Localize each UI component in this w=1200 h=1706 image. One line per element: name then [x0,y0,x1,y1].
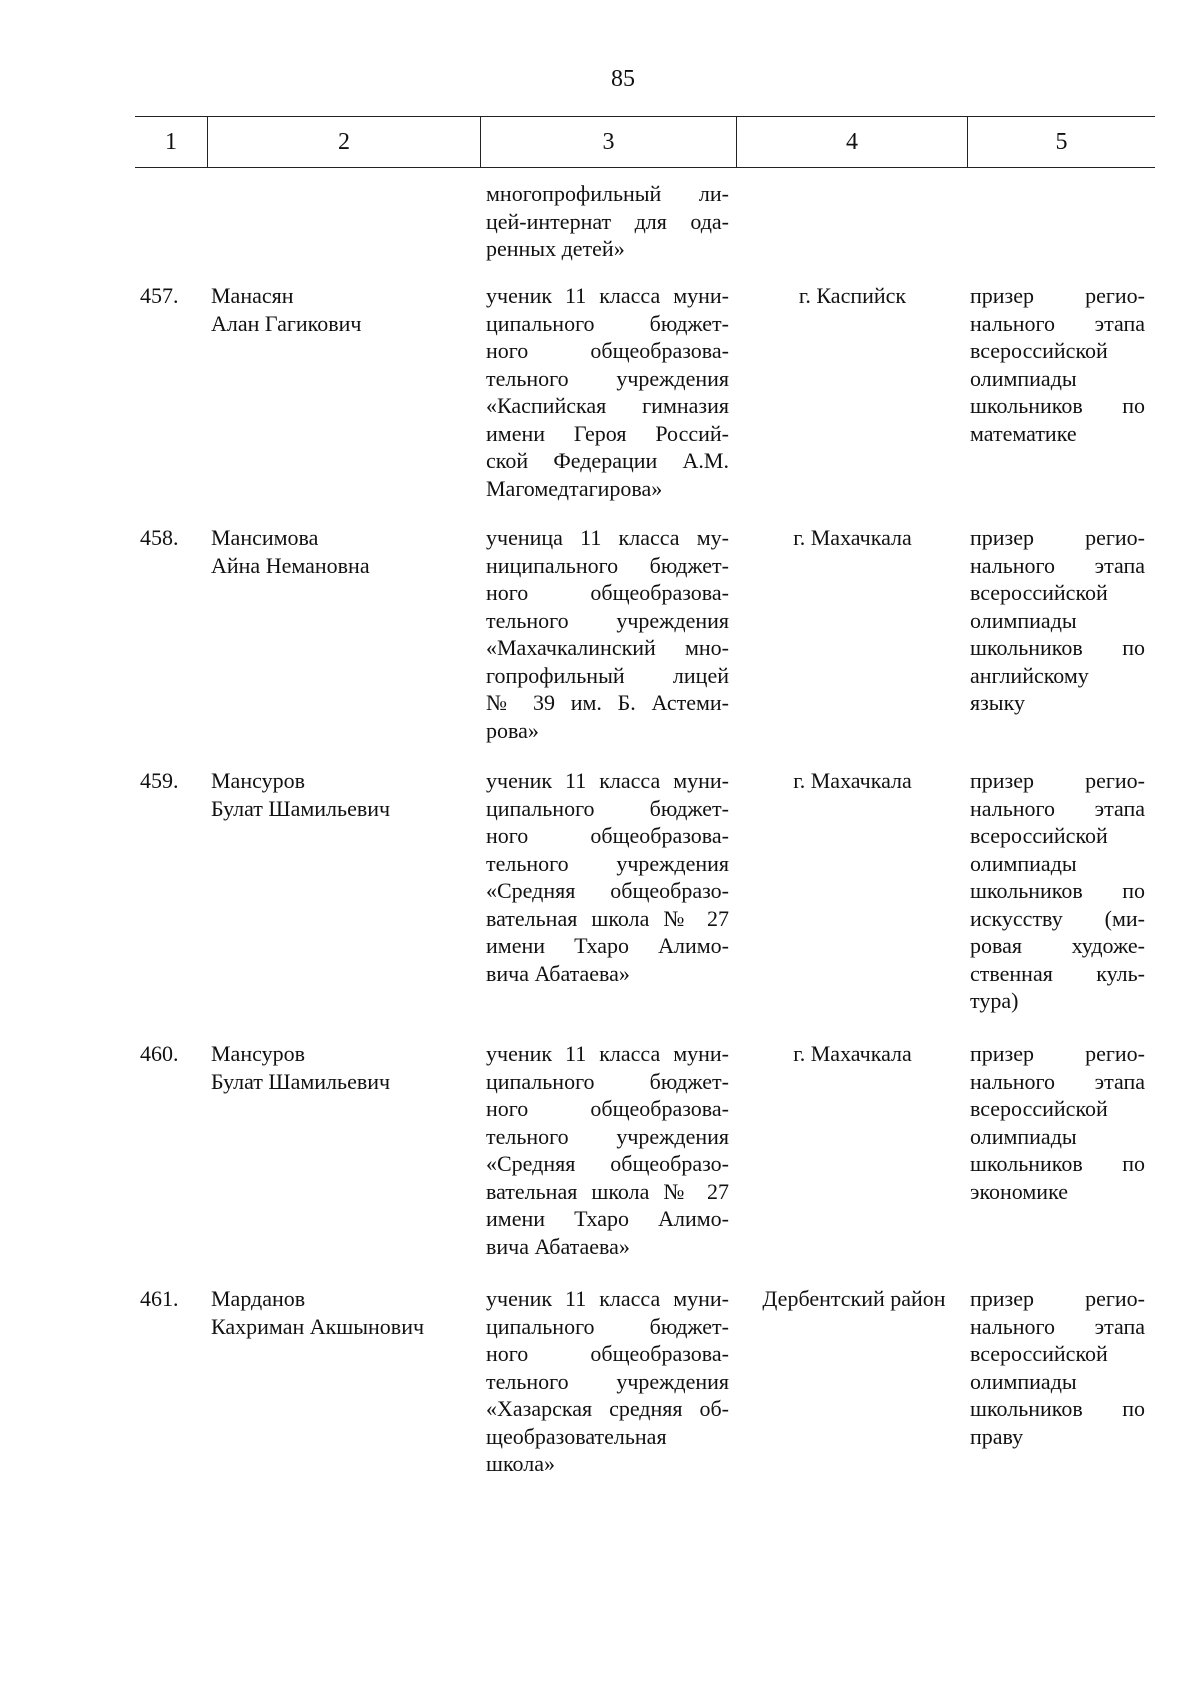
text-line: тельного учреждения [486,1368,729,1394]
text-line: тельного учреждения [486,607,729,633]
text-line: многопрофильный ли- [486,181,729,206]
row-number: 458. [140,525,179,550]
text-line: ципального бюджет- [486,1068,729,1094]
text-line: ученик 11 класса муни- [486,1286,729,1311]
page-number: 85 [611,66,635,92]
column-header-5: 5 [967,117,1155,167]
text-line: ственная куль- [970,960,1145,986]
text-line: ученик 11 класса муни- [486,283,729,308]
row-number: 461. [140,1286,179,1311]
text-line: школьников по [970,1396,1145,1421]
text-line: ного общеобразова- [486,823,729,848]
city: г. Махачкала [793,1041,912,1066]
text-line: Айна Немановна [211,552,370,578]
text-line: рова» [486,717,539,743]
text-line: вича Абатаева» [486,960,630,986]
city: г. Махачкала [793,768,912,793]
carryover-description [486,180,729,263]
text-line: олимпиады [970,1123,1077,1149]
text-line: школа» [486,1451,555,1476]
text-line: вича Абатаева» [486,1233,630,1259]
text-line: «Махачкалинский мно- [486,635,729,660]
text-line: Мансимова [211,525,319,550]
text-line: ного общеобразова- [486,580,729,605]
person-name [211,524,481,579]
text-line: цей-интернат для ода- [486,208,729,234]
text-line: всероссийской [970,1096,1108,1121]
text-line: ниципального бюджет- [486,552,729,578]
text-line: «Средняя общеобразо- [486,1151,729,1176]
text-line: ученица 11 класса му- [486,525,729,550]
text-line: ного общеобразова- [486,1096,729,1121]
award-description [970,1040,1145,1205]
text-line: языку [970,690,1025,715]
text-line: «Средняя общеобразо- [486,878,729,903]
award-description [970,282,1145,447]
city: г. Махачкала [793,525,912,550]
text-line: Алан Гагикович [211,310,362,336]
text-line: призер регио- [970,1041,1145,1066]
text-line: Булат Шамильевич [211,795,391,821]
text-line: экономике [970,1178,1068,1204]
text-line: всероссийской [970,338,1108,363]
table-header [135,116,1155,168]
text-line: всероссийской [970,580,1108,605]
text-line: призер регио- [970,283,1145,308]
text-line: Кахриман Акшынович [211,1313,425,1339]
text-line: всероссийской [970,1341,1108,1366]
text-line: призер регио- [970,1286,1145,1311]
text-line: ципального бюджет- [486,310,729,336]
text-line: ской Федерации А.М. [486,448,729,473]
person-name [211,1040,481,1095]
row-number: 459. [140,768,179,793]
column-header-1: 1 [165,128,177,155]
student-description [486,282,729,502]
text-line: ципального бюджет- [486,1313,729,1339]
student-description [486,524,729,744]
text-line: всероссийской [970,823,1108,848]
text-line: «Хазарская средняя об- [486,1396,729,1421]
text-line: школьников по [970,878,1145,903]
text-line: Мансуров [211,1041,305,1066]
text-line: искусству (ми- [970,905,1145,931]
text-line: тура) [970,988,1019,1013]
person-name [211,767,481,822]
text-line: олимпиады [970,365,1077,391]
text-line: нального этапа [970,310,1145,336]
text-line: Мансуров [211,768,305,793]
column-header-4: 4 [736,117,967,167]
text-line: Манасян [211,283,294,308]
text-line: нального этапа [970,552,1145,578]
text-line: ренных детей» [486,236,625,261]
text-line: олимпиады [970,850,1077,876]
text-line: «Каспийская гимназия [486,393,729,418]
person-name [211,1285,481,1340]
text-line: ученик 11 класса муни- [486,1041,729,1066]
student-description [486,767,729,987]
text-line: тельного учреждения [486,850,729,876]
student-description [486,1040,729,1260]
award-description [970,524,1145,717]
row-number: 457. [140,283,179,308]
text-line: математике [970,420,1077,446]
text-line: тельного учреждения [486,1123,729,1149]
text-line: Булат Шамильевич [211,1068,391,1094]
text-line: имени Героя Россий- [486,420,729,446]
text-line: школьников по [970,393,1145,418]
student-description [486,1285,729,1478]
text-line: ного общеобразова- [486,338,729,363]
text-line: щеобразовательная [486,1423,667,1449]
text-line: вательная школа № 27 [486,905,729,931]
text-line: ципального бюджет- [486,795,729,821]
text-line: нального этапа [970,1313,1145,1339]
text-line: ного общеобразова- [486,1341,729,1366]
award-description [970,767,1145,1015]
text-line: вательная школа № 27 [486,1178,729,1204]
text-line: имени Тхаро Алимо- [486,1206,729,1231]
text-line: праву [970,1423,1024,1449]
person-name [211,282,481,337]
row-number: 460. [140,1041,179,1066]
award-description [970,1285,1145,1450]
text-line: Марданов [211,1286,306,1311]
column-header-3: 3 [480,117,736,167]
text-line: нального этапа [970,795,1145,821]
text-line: олимпиады [970,607,1077,633]
text-line: школьников по [970,635,1145,660]
text-line: тельного учреждения [486,365,729,391]
text-line: школьников по [970,1151,1145,1176]
text-line: ученик 11 класса муни- [486,768,729,793]
text-line: призер регио- [970,768,1145,793]
text-line: ровая художе- [970,933,1145,958]
city: г. Каспийск [798,283,907,308]
text-line: английскому [970,662,1089,688]
city: Дербентский район [762,1286,946,1311]
text-line: Магомедтагирова» [486,475,663,501]
column-header-2: 2 [207,117,480,167]
text-line: олимпиады [970,1368,1077,1394]
text-line: № 39 им. Б. Астеми- [486,690,729,715]
text-line: нального этапа [970,1068,1145,1094]
text-line: имени Тхаро Алимо- [486,933,729,958]
text-line: призер регио- [970,525,1145,550]
text-line: гопрофильный лицей [486,662,729,688]
